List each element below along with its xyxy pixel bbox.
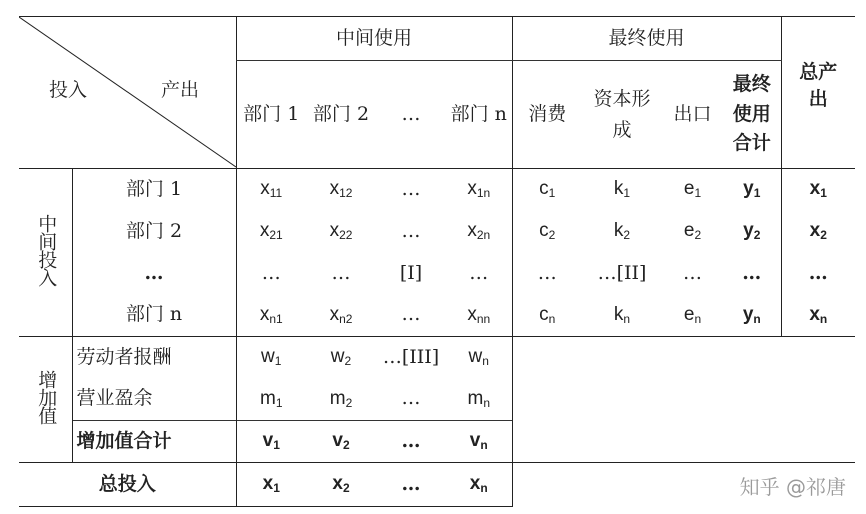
cell: … — [331, 261, 351, 284]
watermark: 知乎 @祁唐 — [739, 475, 846, 499]
col-final-use-total: 最终 使用 合计 — [732, 73, 771, 155]
input-output-table — [19, 16, 855, 507]
col-sector-n: 部门 n — [450, 102, 507, 125]
quadrant-III-label: …[III] — [382, 345, 440, 368]
row-label-total-input: 总投入 — [19, 463, 236, 507]
cell-y1: $y_1$ — [743, 178, 761, 201]
cell-x21: $x_{21}$ — [236, 211, 306, 253]
cell-wn: $w_n$ — [468, 346, 489, 369]
intermediate-input-group: 中间投入 — [19, 169, 72, 337]
empty-quadrant — [512, 421, 855, 463]
cell: … — [401, 303, 421, 326]
cell: … — [781, 253, 855, 295]
cell-total-x2: $x_2$ — [781, 211, 855, 253]
cell-total-input-x1: $x_1$ — [236, 463, 306, 507]
cell: … — [376, 421, 446, 463]
cell-x22: $x_{22}$ — [329, 220, 353, 243]
cell-xn2: $x_{n2}$ — [329, 303, 353, 326]
cell-x12: $x_{12}$ — [329, 178, 353, 201]
cell-yn: $y_n$ — [742, 303, 761, 326]
cell-e2: $e_2$ — [683, 220, 702, 243]
value-added-group: 增加值 — [19, 337, 72, 463]
cell-e1: $e_1$ — [683, 178, 702, 201]
cell: … — [469, 261, 489, 284]
row-label-ellipsis: … — [144, 261, 164, 284]
cell-xnn: $x_{nn}$ — [467, 303, 491, 326]
input-label: 投入 — [49, 79, 88, 101]
cell: … — [236, 253, 306, 295]
cell-total-x1: $x_1$ — [781, 169, 855, 211]
cell-total-input-xn: $x_n$ — [446, 463, 512, 507]
cell-c2: $c_2$ — [512, 211, 582, 253]
cell: … — [401, 387, 421, 410]
final-use-header: 最终使用 — [512, 17, 781, 61]
row-label-sector-2: 部门 2 — [125, 219, 183, 242]
col-sector-2: 部门 2 — [312, 102, 370, 125]
corner-header — [19, 17, 236, 169]
cell-c1: $c_1$ — [512, 169, 582, 211]
cell-x1n: $x_{1n}$ — [467, 178, 491, 201]
output-label: 产出 — [161, 79, 200, 101]
cell-xn1: $x_{n1}$ — [236, 295, 306, 337]
row-label-operating-surplus: 营业盈余 — [76, 387, 153, 410]
total-output-header: 总产 出 — [781, 17, 855, 169]
intermediate-use-header: 中间使用 — [236, 17, 512, 61]
quadrant-II-label: …[II] — [597, 261, 647, 284]
cell: … — [401, 177, 421, 200]
cell-v1: $v_1$ — [236, 421, 306, 463]
cell: … — [512, 253, 582, 295]
cell-w2: $w_2$ — [330, 346, 352, 369]
row-label-sector-1: 部门 1 — [125, 177, 183, 200]
cell-total-input-x2: $x_2$ — [306, 463, 376, 507]
cell: … — [401, 219, 421, 242]
cell-m1: $m_1$ — [236, 379, 306, 421]
cell-cn: $c_n$ — [512, 295, 582, 337]
col-sector-ellipsis: … — [401, 102, 421, 125]
cell-x2n: $x_{2n}$ — [467, 220, 491, 243]
cell-x11: $x_{11}$ — [236, 169, 306, 211]
empty-quadrant — [512, 379, 855, 421]
cell: … — [742, 261, 762, 284]
cell-m2: $m_2$ — [329, 387, 353, 410]
row-label-value-added-total: 增加值合计 — [72, 421, 236, 463]
col-export: 出口 — [673, 102, 712, 125]
cell: … — [683, 261, 703, 284]
cell-total-xn: $x_n$ — [781, 295, 855, 337]
cell-k2: $k_2$ — [613, 220, 631, 243]
cell-kn: $k_n$ — [613, 303, 631, 326]
row-label-labor-compensation: 劳动者报酬 — [76, 345, 172, 368]
col-sector-1: 部门 1 — [236, 61, 306, 169]
cell-en: $e_n$ — [683, 303, 702, 326]
cell-w1: $w_1$ — [236, 337, 306, 379]
col-capital-formation: 资本形 成 — [593, 88, 651, 141]
cell-k1: $k_1$ — [613, 178, 631, 201]
cell-vn: $v_n$ — [446, 421, 512, 463]
col-consumption: 消费 — [512, 61, 582, 169]
quadrant-I-label: [I] — [399, 261, 423, 284]
cell: … — [376, 463, 446, 507]
row-label-sector-n: 部门 n — [125, 303, 183, 326]
cell-mn: $m_n$ — [467, 387, 491, 410]
cell-v2: $v_2$ — [306, 421, 376, 463]
empty-quadrant — [512, 337, 855, 379]
cell-y2: $y_2$ — [743, 220, 761, 243]
